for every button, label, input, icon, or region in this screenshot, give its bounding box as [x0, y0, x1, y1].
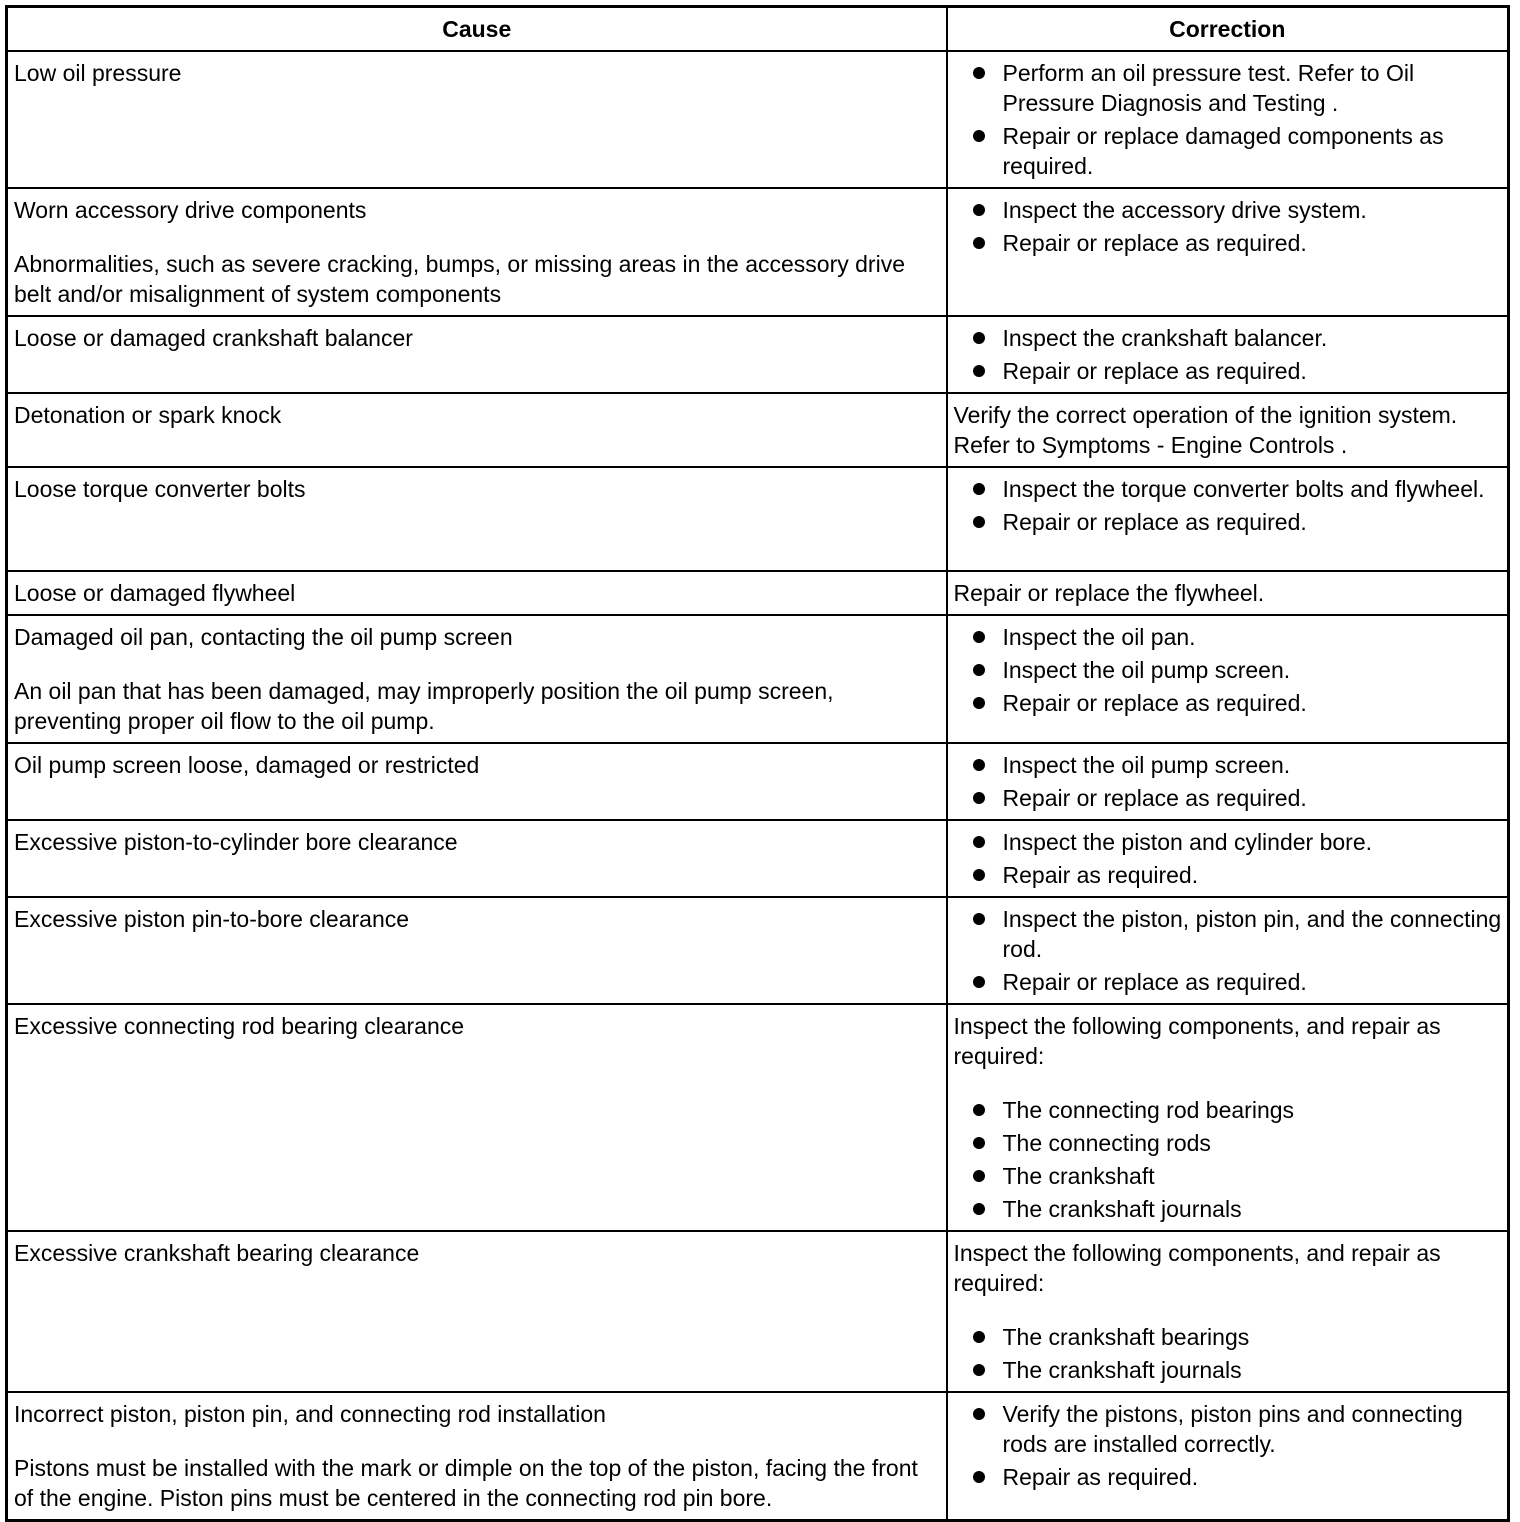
list-item	[954, 655, 1503, 685]
correction-text: Repair or replace the flywheel.	[953, 580, 1265, 606]
list-item	[954, 783, 1503, 813]
bullet-icon	[973, 237, 985, 249]
list-item	[954, 228, 1503, 258]
correction-list	[954, 622, 1503, 718]
bullet-icon	[973, 516, 985, 528]
cause-cell	[7, 743, 947, 820]
bullet-icon	[973, 1104, 985, 1116]
list-item	[954, 1095, 1503, 1125]
list-item	[954, 507, 1503, 537]
bullet-icon	[973, 759, 985, 771]
bullet-icon	[973, 792, 985, 804]
cause-cell	[7, 897, 947, 1004]
bullet-icon	[973, 483, 985, 495]
table-row	[7, 188, 1509, 316]
list-item-text: The crankshaft journals	[1002, 1196, 1242, 1222]
list-item-text: Repair or replace as required.	[1002, 690, 1307, 716]
list-item-text: Repair or replace as required.	[1002, 230, 1307, 256]
diagnosis-table	[5, 5, 1510, 1522]
cause-text: Damaged oil pan, contacting the oil pump screen	[14, 624, 513, 650]
list-item-text: Repair as required.	[1002, 862, 1199, 888]
list-item-text: Inspect the accessory drive system.	[1002, 197, 1367, 223]
bullet-icon	[973, 365, 985, 377]
cause-text: Loose or damaged crankshaft balancer	[14, 325, 413, 351]
bullet-icon	[973, 976, 985, 988]
correction-cell	[947, 571, 1509, 615]
bullet-icon	[973, 1331, 985, 1343]
list-item-text: Inspect the oil pan.	[1002, 624, 1196, 650]
list-item-text: Inspect the piston and cylinder bore.	[1002, 829, 1373, 855]
correction-list	[954, 1322, 1503, 1385]
list-item	[954, 827, 1503, 857]
table-row	[7, 467, 1509, 571]
correction-cell	[947, 1231, 1509, 1392]
cause-text: Loose or damaged flywheel	[14, 580, 296, 606]
correction-cell	[947, 1392, 1509, 1521]
list-item	[954, 1322, 1503, 1352]
correction-cell	[947, 1004, 1509, 1231]
bullet-icon	[973, 836, 985, 848]
cause-cell	[7, 820, 947, 897]
list-item	[954, 121, 1503, 181]
bullet-icon	[973, 1170, 985, 1182]
cause-text: Loose torque converter bolts	[14, 476, 306, 502]
table-row	[7, 743, 1509, 820]
list-item	[954, 904, 1503, 964]
correction-list	[954, 195, 1503, 258]
correction-list	[954, 474, 1503, 537]
correction-cell	[947, 51, 1509, 188]
correction-cell	[947, 820, 1509, 897]
list-item-text: Repair or replace damaged components as required.	[1002, 123, 1444, 179]
cause-text: Incorrect piston, piston pin, and connecting rod installation	[14, 1401, 606, 1427]
list-item	[954, 195, 1503, 225]
cause-cell	[7, 467, 947, 571]
cause-text: Oil pump screen loose, damaged or restricted	[14, 752, 480, 778]
list-item	[954, 1161, 1503, 1191]
cause-text: Excessive crankshaft bearing clearance	[14, 1240, 420, 1266]
bullet-icon	[973, 130, 985, 142]
list-item	[954, 1399, 1503, 1459]
table-row	[7, 615, 1509, 743]
list-item	[954, 1194, 1503, 1224]
cause-cell	[7, 393, 947, 467]
list-item	[954, 1462, 1503, 1492]
table-row	[7, 897, 1509, 1004]
bullet-icon	[973, 332, 985, 344]
list-item-text: Inspect the oil pump screen.	[1002, 657, 1291, 683]
correction-text: Inspect the following components, and repair as required:	[953, 1013, 1441, 1069]
list-item-text: The connecting rod bearings	[1002, 1097, 1295, 1123]
cause-cell	[7, 1004, 947, 1231]
cause-text: Low oil pressure	[14, 60, 182, 86]
correction-cell	[947, 188, 1509, 316]
cause-cell	[7, 1392, 947, 1521]
cause-text: Excessive piston pin-to-bore clearance	[14, 906, 410, 932]
list-item-text: Repair or replace as required.	[1002, 785, 1307, 811]
table-body	[7, 51, 1509, 1521]
table-row	[7, 820, 1509, 897]
bullet-icon	[973, 1137, 985, 1149]
correction-list	[954, 58, 1503, 181]
list-item-text: Inspect the crankshaft balancer.	[1002, 325, 1328, 351]
list-item-text: The crankshaft	[1002, 1163, 1155, 1189]
bullet-icon	[973, 1203, 985, 1215]
correction-list	[954, 750, 1503, 813]
correction-list	[954, 827, 1503, 890]
cause-note: An oil pan that has been damaged, may improperly position the oil pump screen, preventing proper oil flow to the oil pump.	[14, 678, 834, 734]
correction-column-header: Correction	[947, 7, 1509, 52]
cause-note: Pistons must be installed with the mark or dimple on the top of the piston, facing the front of the engine. Piston pins must be centered in the connecting rod pin bore.	[14, 1455, 918, 1511]
bullet-icon	[973, 67, 985, 79]
bullet-icon	[973, 1471, 985, 1483]
cause-cell	[7, 51, 947, 188]
list-item-text: Inspect the oil pump screen.	[1002, 752, 1291, 778]
bullet-icon	[973, 697, 985, 709]
table-row	[7, 393, 1509, 467]
correction-cell	[947, 615, 1509, 743]
list-item-text: Repair or replace as required.	[1002, 358, 1307, 384]
cause-text: Excessive piston-to-cylinder bore clearance	[14, 829, 458, 855]
list-item-text: Inspect the torque converter bolts and flywheel.	[1002, 476, 1485, 502]
table-row	[7, 51, 1509, 188]
correction-cell	[947, 897, 1509, 1004]
cause-text: Excessive connecting rod bearing clearance	[14, 1013, 465, 1039]
list-item-text: Verify the pistons, piston pins and connecting rods are installed correctly.	[1002, 1401, 1463, 1457]
correction-text: Inspect the following components, and repair as required:	[953, 1240, 1441, 1296]
list-item-text: Repair as required.	[1002, 1464, 1199, 1490]
bullet-icon	[973, 1408, 985, 1420]
cause-cell	[7, 615, 947, 743]
correction-list	[954, 1399, 1503, 1492]
correction-list	[954, 323, 1503, 386]
list-item	[954, 750, 1503, 780]
cause-cell	[7, 316, 947, 393]
cause-cell	[7, 571, 947, 615]
cause-text: Worn accessory drive components	[14, 197, 367, 223]
correction-list	[954, 904, 1503, 997]
list-item-text: Perform an oil pressure test. Refer to Oil Pressure Diagnosis and Testing .	[1002, 60, 1415, 116]
cause-column-header: Cause	[7, 7, 947, 52]
bullet-icon	[973, 869, 985, 881]
list-item	[954, 323, 1503, 353]
correction-cell	[947, 393, 1509, 467]
bullet-icon	[973, 1364, 985, 1376]
list-item	[954, 1355, 1503, 1385]
list-item-text: The crankshaft journals	[1002, 1357, 1242, 1383]
table-row	[7, 316, 1509, 393]
correction-cell	[947, 467, 1509, 571]
list-item	[954, 622, 1503, 652]
list-item	[954, 860, 1503, 890]
bullet-icon	[973, 631, 985, 643]
table-row	[7, 1392, 1509, 1521]
list-item-text: Inspect the piston, piston pin, and the connecting rod.	[1002, 906, 1502, 962]
list-item	[954, 474, 1503, 504]
correction-list	[954, 1095, 1503, 1224]
bullet-icon	[973, 204, 985, 216]
list-item-text: The connecting rods	[1002, 1130, 1211, 1156]
list-item-text: Repair or replace as required.	[1002, 969, 1307, 995]
cause-cell	[7, 188, 947, 316]
table-row	[7, 571, 1509, 615]
list-item-text: Repair or replace as required.	[1002, 509, 1307, 535]
cause-cell	[7, 1231, 947, 1392]
cause-text: Detonation or spark knock	[14, 402, 282, 428]
correction-cell	[947, 316, 1509, 393]
correction-text: Verify the correct operation of the ignition system. Refer to Symptoms - Engine Controls .	[953, 402, 1458, 458]
cause-note: Abnormalities, such as severe cracking, bumps, or missing areas in the accessory drive belt and/or misalignment of system components	[14, 251, 905, 307]
bullet-icon	[973, 664, 985, 676]
bullet-icon	[973, 913, 985, 925]
list-item	[954, 356, 1503, 386]
list-item	[954, 967, 1503, 997]
list-item	[954, 1128, 1503, 1158]
header-row	[7, 7, 1509, 52]
list-item-text: The crankshaft bearings	[1002, 1324, 1250, 1350]
correction-cell	[947, 743, 1509, 820]
table-row	[7, 1004, 1509, 1231]
table-row	[7, 1231, 1509, 1392]
list-item	[954, 688, 1503, 718]
list-item	[954, 58, 1503, 118]
